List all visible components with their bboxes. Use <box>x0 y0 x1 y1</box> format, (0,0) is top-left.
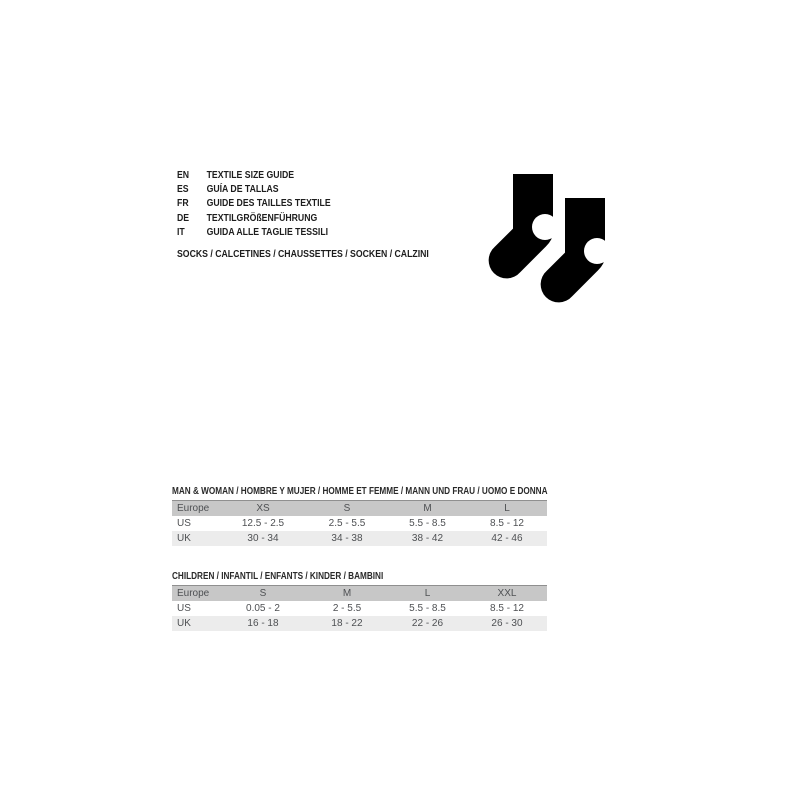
table-section-man-woman <box>172 486 547 546</box>
size-cell: 26 - 30 <box>491 618 523 629</box>
size-cell: 18 - 22 <box>331 618 363 629</box>
row-label: US <box>177 603 191 614</box>
heel-hole <box>532 214 558 240</box>
row-label: UK <box>177 533 191 544</box>
size-cell: 38 - 42 <box>411 533 444 544</box>
column-header-size: M <box>423 503 432 514</box>
size-cell: 12.5 - 2.5 <box>241 518 285 529</box>
language-label: TEXTILE SIZE GUIDE <box>206 170 295 181</box>
size-cell: 5.5 - 8.5 <box>409 518 446 529</box>
table-title-children: CHILDREN / INFANTIL / ENFANTS / KINDER / BAMBINI <box>172 571 384 582</box>
table-row-us <box>172 516 547 531</box>
language-label: GUIDA ALLE TAGLIE TESSILI <box>206 226 329 238</box>
socks-icon <box>485 170 615 308</box>
size-cell: 30 - 34 <box>247 533 279 544</box>
column-header-size: M <box>342 588 352 599</box>
size-cell: 8.5 - 12 <box>490 518 524 529</box>
size-cell: 22 - 26 <box>411 618 444 629</box>
language-row <box>177 197 331 211</box>
table-section-children <box>172 571 547 631</box>
size-table-children <box>172 585 547 631</box>
language-row <box>177 226 331 240</box>
language-label: TEXTILGRÖßENFÜHRUNG <box>206 212 318 224</box>
language-code: FR <box>177 198 189 210</box>
language-code: IT <box>177 226 185 238</box>
size-cell: 0.05 - 2 <box>246 603 280 614</box>
size-cell: 2.5 - 5.5 <box>328 518 366 529</box>
column-header-size: S <box>343 503 351 514</box>
table-row-uk <box>172 531 547 546</box>
size-table-man-woman <box>172 500 547 546</box>
size-cell: 34 - 38 <box>331 533 363 544</box>
column-header-size: S <box>259 588 267 599</box>
language-list <box>177 169 331 240</box>
size-cell: 42 - 46 <box>491 533 523 544</box>
table-header-row <box>172 586 547 602</box>
column-header-size: L <box>424 588 431 599</box>
category-line: SOCKS / CALCETINES / CHAUSSETTES / SOCKEN / CALZINI <box>177 249 429 260</box>
row-label: UK <box>177 618 191 629</box>
column-header-region: Europe <box>177 588 210 599</box>
language-row <box>177 212 331 226</box>
language-code: DE <box>177 212 190 224</box>
language-row <box>177 183 331 197</box>
size-cell: 8.5 - 12 <box>490 603 524 614</box>
sock-back <box>489 174 558 278</box>
language-code: ES <box>177 184 189 196</box>
row-label: US <box>177 518 191 529</box>
language-label: GUIDE DES TAILLES TEXTILE <box>206 198 331 210</box>
column-header-size: L <box>504 503 510 514</box>
heel-hole <box>584 238 610 264</box>
size-cell: 5.5 - 8.5 <box>409 603 446 614</box>
language-row <box>177 169 331 183</box>
column-header-size: XS <box>256 503 270 514</box>
table-row-us <box>172 601 547 616</box>
language-label: GUÍA DE TALLAS <box>206 184 279 196</box>
language-code: EN <box>177 170 190 181</box>
table-row-uk <box>172 616 547 631</box>
table-header-row <box>172 501 547 517</box>
column-header-size: XXL <box>497 588 517 599</box>
size-cell: 16 - 18 <box>247 618 279 629</box>
column-header-region: Europe <box>177 503 210 514</box>
size-cell: 2 - 5.5 <box>332 603 362 614</box>
table-title-man-woman: MAN & WOMAN / HOMBRE Y MUJER / HOMME ET FEMME / MANN UND FRAU / UOMO E DONNA <box>172 486 548 497</box>
